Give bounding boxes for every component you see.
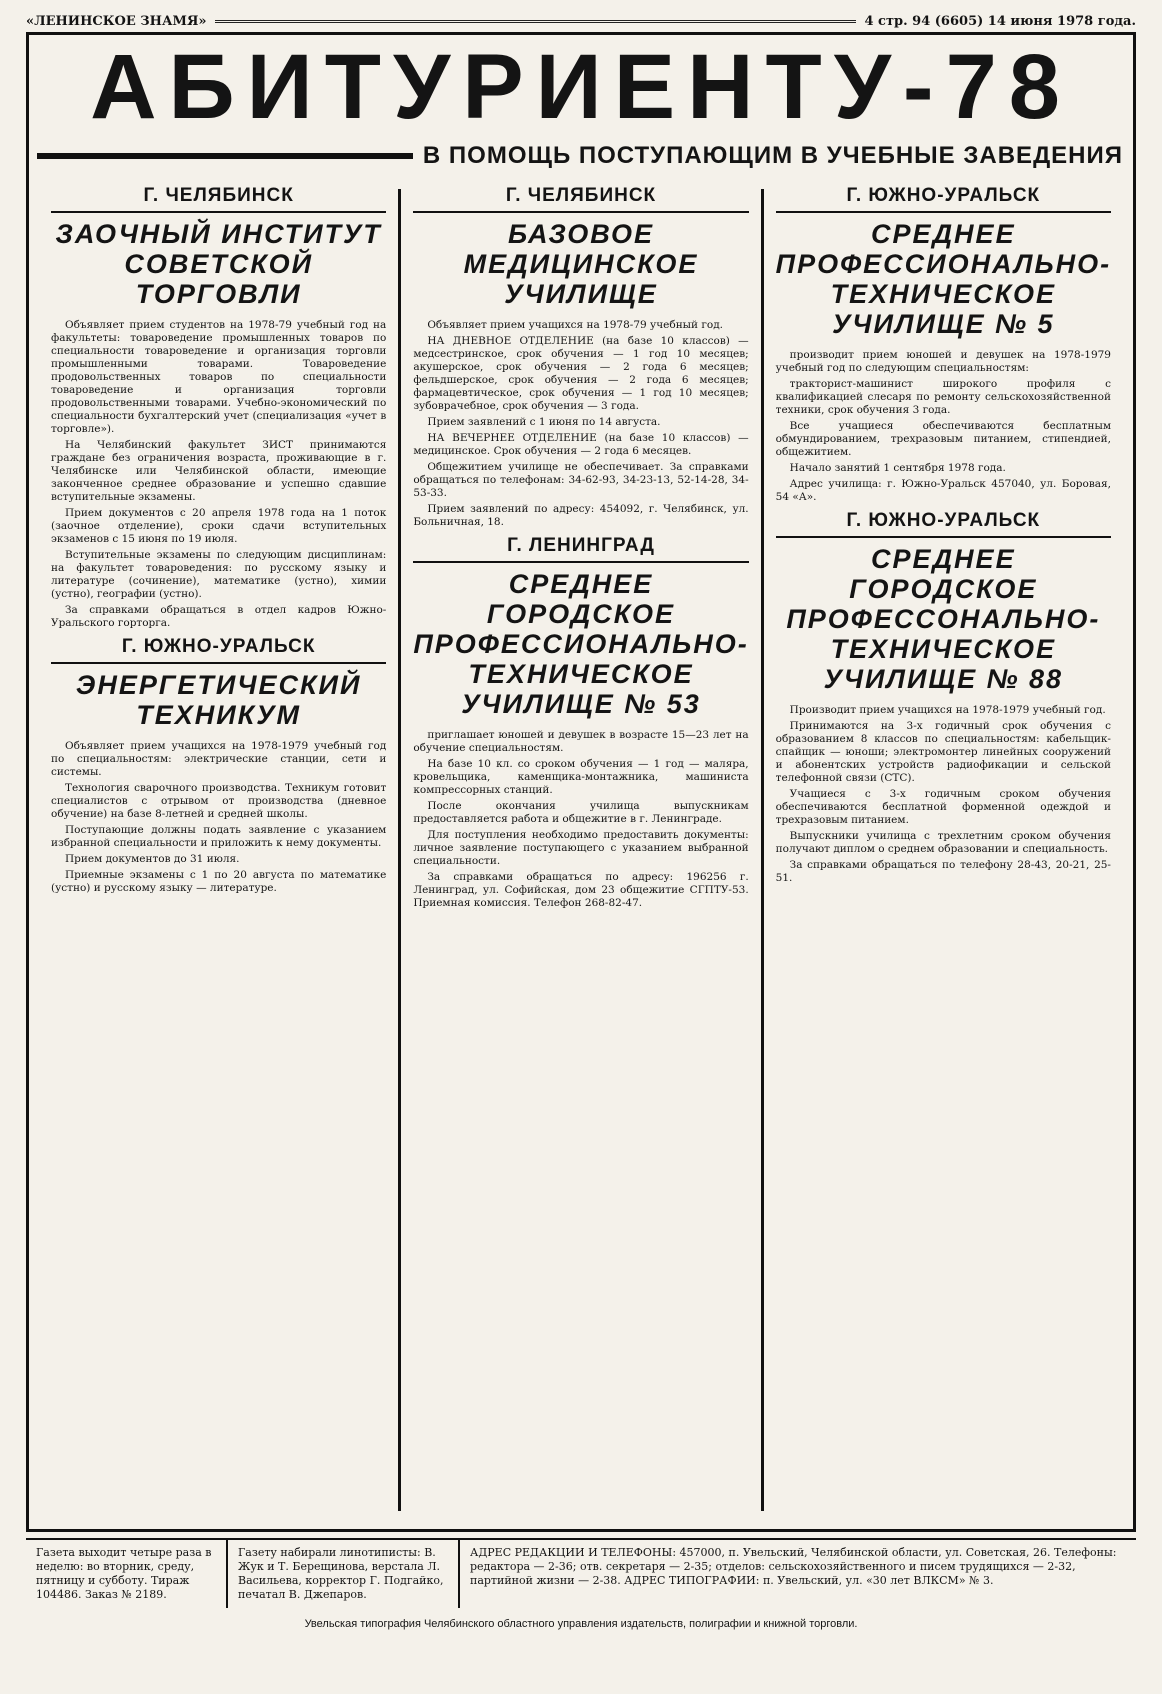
topline-rule [215,20,857,23]
article-body [51,740,386,895]
paragraph: Учащиеся с 3-х годичным сроком обучения обеспечиваются бесплатной форменной одеждой и трехразовым питанием. [775,788,1111,826]
paragraph: После окончания училища выпускникам предоставляется работа и общежитие в г. Ленинграде. [413,800,749,825]
paragraph: За справками обращаться по телефону 28-43, 20-21, 25-51. [775,859,1111,884]
paragraph: Вступительные экзамены по следующим дисциплинам: на факультет товароведения: по русскому языку и литературе (сочинение), математике (устно), химии (устно), географии (устно). [51,549,387,600]
org-title: ЭНЕРГЕТИЧЕСКИЙ ТЕХНИКУМ [75,670,362,730]
paragraph: Поступающие должны подать заявление с указанием избранной специальности и приложить к нему документы. [51,824,387,849]
paragraph: Объявляет прием студентов на 1978-79 учебный год на факультеты: товароведение промышленных товаров по специальности товароведение и организация торговли промышленными товарами. Товароведение продовольственных товаров по специальности товароведение и организация торговли продовольственными товарами. Учебно-экономический по специальности бухгалтерский учет (специализация «учет в торговле»). [51,319,387,435]
org-title: СРЕДНЕЕ ГОРОДСКОЕ ПРОФЕССОНАЛЬНО-ТЕХНИЧЕСКОЕ УЧИЛИЩЕ № 88 [786,544,1101,694]
main-frame [26,32,1136,1532]
footer-staff: Газету набирали линотиписты: В. Жук и Т. Берещинова, верстала Л. Васильева, корректор Г. Подгайко, печатал В. Джепаров. [228,1540,460,1608]
article-body [413,319,748,529]
subhead: В ПОМОЩЬ ПОСТУПАЮЩИМ В УЧЕБНЫЕ ЗАВЕДЕНИЯ [422,142,1123,169]
column-3 [764,179,1123,1521]
paragraph: Объявляет прием учащихся на 1978-79 учебный год. [427,319,724,331]
paragraph: Приемные экзамены с 1 по 20 августа по математике (устно) и русскому языку — литературе. [51,869,387,894]
paragraph: За справками обращаться в отдел кадров Южно-Уральского горторга. [51,604,387,629]
city-heading: Г. ЧЕЛЯБИНСК [51,185,386,213]
org-title: СРЕДНЕЕ ПРОФЕССИОНАЛЬНО-ТЕХНИЧЕСКОЕ УЧИЛИЩЕ № 5 [775,219,1112,339]
paragraph: Для поступления необходимо предоставить документы: личное заявление поступающего с указанием выбранной специальности. [413,829,749,867]
subhead-bar [37,153,413,159]
org-title: ЗАОЧНЫЙ ИНСТИТУТ СОВЕТСКОЙ ТОРГОВЛИ [55,219,382,309]
paragraph: Начало занятий 1 сентября 1978 года. [789,462,1006,474]
paragraph: Производит прием учащихся на 1978-1979 учебный год. [789,704,1106,716]
printer-line: Увельская типография Челябинского областного управления издательств, полиграфии и книжной торговли. [304,1618,858,1630]
paragraph: На Челябинский факультет ЗИСТ принимаются граждане без ограничения возраста, проживающие в г. Челябинске или Челябинской области, имеющие законченное среднее образование и успешно сдавшие вступительные экзамены. [51,439,387,503]
article-body [776,349,1111,504]
paragraph: НА ВЕЧЕРНЕЕ ОТДЕЛЕНИЕ (на базе 10 классов) — медицинское. Срок обучения — 2 года 6 месяцев. [413,432,749,457]
paragraph: Принимаются на 3-х годичный срок обучения с образованием 8 классов по специальностям: кабельщик-спайщик — юноши; электромонтер линейных сооружений и абонентских устройств радиофикации и сельской телефонной связи (СТС). [775,720,1111,784]
paragraph: Общежитием училище не обеспечивает. За справками обращаться по телефонам: 34-62-93, 34-23-13, 52-14-28, 34-53-33. [413,461,749,499]
paragraph: Прием документов с 20 апреля 1978 года на 1 поток (заочное отделение), сроки сдачи вступительных экзаменов с 15 июня по 19 июля. [51,507,387,545]
issue-info: 4 стр. 94 (6605) 14 июня 1978 года. [864,13,1136,29]
city-heading: Г. ЮЖНО-УРАЛЬСК [776,510,1111,538]
paragraph: НА ДНЕВНОЕ ОТДЕЛЕНИЕ (на базе 10 классов) — медсестринское, срок обучения — 1 год 10 месяцев; акушерское, срок обучения — 2 года 6 месяцев; фельдшерское, срок обучения — 2 года 6 месяцев; фармацевтическое, срок обучения — 1 год 10 месяцев; зубоврачебное, срок обучения — 3 года. [413,335,749,412]
org-title: СРЕДНЕЕ ГОРОДСКОЕ ПРОФЕССИОНАЛЬНО-ТЕХНИЧЕСКОЕ УЧИЛИЩЕ № 53 [413,569,749,719]
paragraph: На базе 10 кл. со сроком обучения — 1 год — маляра, кровельщика, каменщика-монтажника, машиниста компрессорных станций. [413,758,749,796]
masthead: АБИТУРИЕНТУ-78 [90,36,1072,138]
city-heading: Г. ЛЕНИНГРАД [413,535,748,563]
org-title: БАЗОВОЕ МЕДИЦИНСКОЕ УЧИЛИЩЕ [463,219,699,309]
footer [26,1538,1136,1608]
paragraph: тракторист-машинист широкого профиля с квалификацией слесаря по ремонту сельскохозяйственной техники, срок обучения 3 года. [775,378,1111,416]
article-body [413,729,748,910]
newspaper-name: «ЛЕНИНСКОЕ ЗНАМЯ» [26,13,207,29]
paragraph: Прием заявлений с 1 июня по 14 августа. [427,416,661,428]
paragraph: Прием заявлений по адресу: 454092, г. Челябинск, ул. Больничная, 18. [413,503,749,528]
subhead-row [29,139,1133,173]
article-body [51,319,386,630]
paragraph: Объявляет прием учащихся на 1978-1979 учебный год по специальностям: электрические станции, сети и системы. [51,740,387,778]
footer-address: АДРЕС РЕДАКЦИИ И ТЕЛЕФОНЫ: 457000, п. Увельский, Челябинской области, ул. Советская, 26. Телефоны: редактора — 2-36; отв. секретаря — 2-35; отделов: сельскохозяйственного и писем трудящихся — 2-32, партийной жизни — 2-38. АДРЕС ТИПОГРАФИИ: п. Увельский, ул. «30 лет ВЛКСМ» № 3. [470,1546,1117,1587]
paragraph: За справками обращаться по адресу: 196256 г. Ленинград, ул. Софийская, дом 23 общежитие СГПТУ-53. Приемная комиссия. Телефон 268-82-47. [413,871,749,909]
city-heading: Г. ЮЖНО-УРАЛЬСК [776,185,1111,213]
article-body [776,704,1111,885]
paragraph: Прием документов до 31 июля. [65,853,240,865]
paragraph: Выпускники училища с трехлетним сроком обучения получают диплом о среднем образовании и специальность. [775,830,1111,855]
column-1 [39,179,398,1521]
paragraph: приглашает юношей и девушек в возрасте 15—23 лет на обучение специальностям. [413,729,749,754]
footer-schedule: Газета выходит четыре раза в неделю: во вторник, среду, пятницу и субботу. Тираж 104486. Заказ № 2189. [26,1540,228,1608]
paragraph: Все учащиеся обеспечиваются бесплатным обмундированием, трехразовым питанием, стипендией, общежитием. [775,420,1111,458]
topline [26,10,1136,32]
city-heading: Г. ЧЕЛЯБИНСК [413,185,748,213]
columns [39,179,1123,1521]
paragraph: производит прием юношей и девушек на 1978-1979 учебный год по следующим специальностям: [775,349,1111,374]
column-2 [401,179,760,1521]
paragraph: Технология сварочного производства. Техникум готовит специалистов с отрывом от производства (дневное обучение) на базе 8-летней и средней школы. [51,782,387,820]
paragraph: Адрес училища: г. Южно-Уральск 457040, ул. Боровая, 54 «А». [775,478,1111,503]
city-heading: Г. ЮЖНО-УРАЛЬСК [51,636,386,664]
